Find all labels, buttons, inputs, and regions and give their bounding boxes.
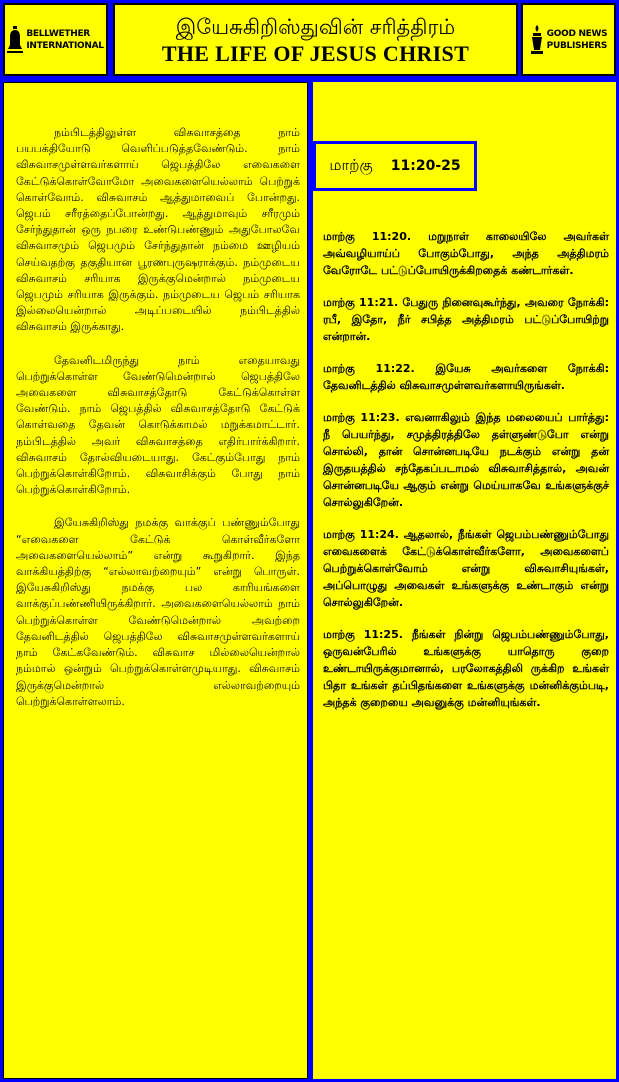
scripture-panel (313, 82, 616, 1079)
lamp-icon (530, 24, 544, 56)
verse-paragraph: மாற்கு 11:24. ஆதலால், நீங்கள் ஜெபம்பண்ணும்போது எவைகளைக் கேட்டுக்கொள்வீர்களோ, அவைகளைப் பெற்றுக்கொள்வோம் என்று விசுவாசியுங்கள், அப்பொழுது அவைகள் உங்களுக்கு உண்டாகும் என்று சொல்லுகிறேன். (323, 528, 609, 609)
commentary-panel (3, 82, 308, 1079)
commentary-paragraph: நம்பிடத்திலுள்ள விசுவாசத்தை நாம் பயபக்தியோடு வெளிப்படுத்தவேண்டும். நாம் விசுவாசமுள்ளவர்களாய் ஜெபத்திலே எவைகளை கேட்டுக்கொள்வோமோ அவைகளையெல்லாம் பெற்றுக் கொள்வோம். விசுவாசம் ஆத்துமாவைப் போன்றது. ஜெபம் சரீரத்தைப்போன்றது. ஆத்துமாவும் சரீரமும் சேர்ந்துதான் ஒரு நபரை உண்டுபண்ணும் அதுபோலவே விசுவாசமும் ஜெபமும் சேர்ந்துதான் நம்மை ஊழியம் செய்வதற்கு தகுதியான பூரணபுருஷராக்கும். நம்முடைய விசுவாசம் சரியாக இருக்குமென்றால் நம்முடைய ஜெபமும் சரியாக இருக்கும். நம்முடைய ஜெபம் சரியாக இல்லையென்றால் அடிப்படையில் நம்பிடத்தில் விசுவாசம் இருக்காது. (16, 126, 300, 334)
reference-book: மாற்கு (329, 156, 373, 174)
verse-paragraph: மாற்கு 11:20. மறுநாள் காலையிலே அவர்கள் அவ்வழியாய்ப் போகும்போது, அந்த அத்திமரம் வேரோடே பட்டுப்போயிருக்கிறதைக் கண்டார்கள். (323, 230, 609, 277)
commentary-text (16, 125, 300, 727)
verse-paragraph: மாற்கு 11:22. இயேசு அவர்களை நோக்கி: தேவனிடத்தில் விசுவாசமுள்ளவர்களாயிருங்கள். (323, 362, 609, 392)
scripture-text (323, 228, 609, 726)
verse-paragraph: மாற்கு 11:21. பேதுரு நினைவுகூர்ந்து, அவரை நோக்கி: ரபீ, இதோ, நீர் சபித்த அத்திமரம் பட்டுப்போயிற்று என்றான். (323, 296, 609, 343)
commentary-paragraph: தேவனிடமிருந்து நாம் எதையாவது பெற்றுக்கொள்ள வேண்டுமென்றால் ஜெபத்திலே அவைகளை விசுவாசத்தோடு கேட்டுக்கொள்ள வேண்டும். நாம் ஜெபத்தில் விசுவாசத்தோடு கேட்டுக் கொள்வதை தேவன் கொடுக்காமல் மறுக்கமாட்டார். நம்பிடத்தில் அவர் விசுவாசத்தை எதிர்பார்க்கிறார். விசுவாசம் தோல்வியடையாது. கேட்கும்போது நாம் பெற்றுக்கொள்கிறோம். விசுவாசிக்கும் போது நாம் பெற்றுக்கொள்கிறோம். (16, 353, 300, 497)
scripture-reference (313, 141, 477, 191)
commentary-paragraph: இயேசுகிறிஸ்து நமக்கு வாக்குப் பண்ணும்போது “எவைகளை கேட்டுக் கொள்வீர்களோ அவைகளையெல்லாம்” என்று கூறுகிறார். இந்த வாக்கியத்திற்கு “எல்லாவற்றையும்” என்று பொருள். இயேசுகிறிஸ்து நமக்கு பல காரியங்களை வாக்குப்பண்ணியிருக்கிறார். அவைகளையெல்லாம் நாம் பெற்றுக்கொள்ள வேண்டுமென்றால் அவற்றை தேவனிடத்தில் ஜெபத்திலே விசுவாசமுள்ளவர்களாய் நாம் கேட்கவேண்டும். விசுவாச மில்லையென்றால் நம்மால் ஒன்றும் பெற்றுக்கொள்ளமுடியாது. விசுவாசம் இருக்குமென்றால் எல்லாவற்றையும் பெற்றுக்கொள்ளலாம். (16, 516, 300, 708)
title-tamil: இயேசுகிறிஸ்துவின் சரித்திரம் (175, 15, 456, 39)
good-news-publishers-logo (521, 3, 616, 76)
logo-left-line-2: INTERNATIONAL (26, 40, 104, 51)
reference-verses: 11:20-25 (390, 158, 461, 174)
logo-right-line-2: PUBLISHERS (546, 40, 608, 51)
title-banner (113, 3, 518, 76)
logo-right-line-1: GOOD NEWS (546, 28, 608, 39)
bell-icon (7, 25, 23, 55)
logo-left-line-1: BELLWETHER (26, 28, 90, 39)
verse-paragraph: மாற்கு 11:25. நீங்கள் நின்று ஜெபம்பண்ணும்போது, ஒருவன்பேரில் உங்களுக்கு யாதொரு குறை உண்டாயிருக்குமானால், பரலோகத்திலி ருக்கிற உங்கள் பிதா உங்கள் தப்பிதங்களை உங்களுக்கு மன்னிக்கும்படி, அந்தக் குறையை அவனுக்கு மன்னியுங்கள். (323, 628, 609, 709)
bellwether-logo (3, 3, 108, 76)
title-english: THE LIFE OF JESUS CHRIST (161, 41, 470, 66)
verse-paragraph: மாற்கு 11:23. எவனாகிலும் இந்த மலையைப் பார்த்து: நீ பெயர்ந்து, சமுத்திரத்திலே தள்ளுண்டுபோ என்று சொல்லி, தான் சொன்னபடியே நடக்கும் என்று தன் இருதயத்தில் சந்தேகப்படாமல் விசுவாசித்தால், அவன் சொன்னபடியே ஆகும் என்று மெய்யாகவே உங்களுக்குச் சொல்லுகிறேன். (323, 411, 609, 509)
